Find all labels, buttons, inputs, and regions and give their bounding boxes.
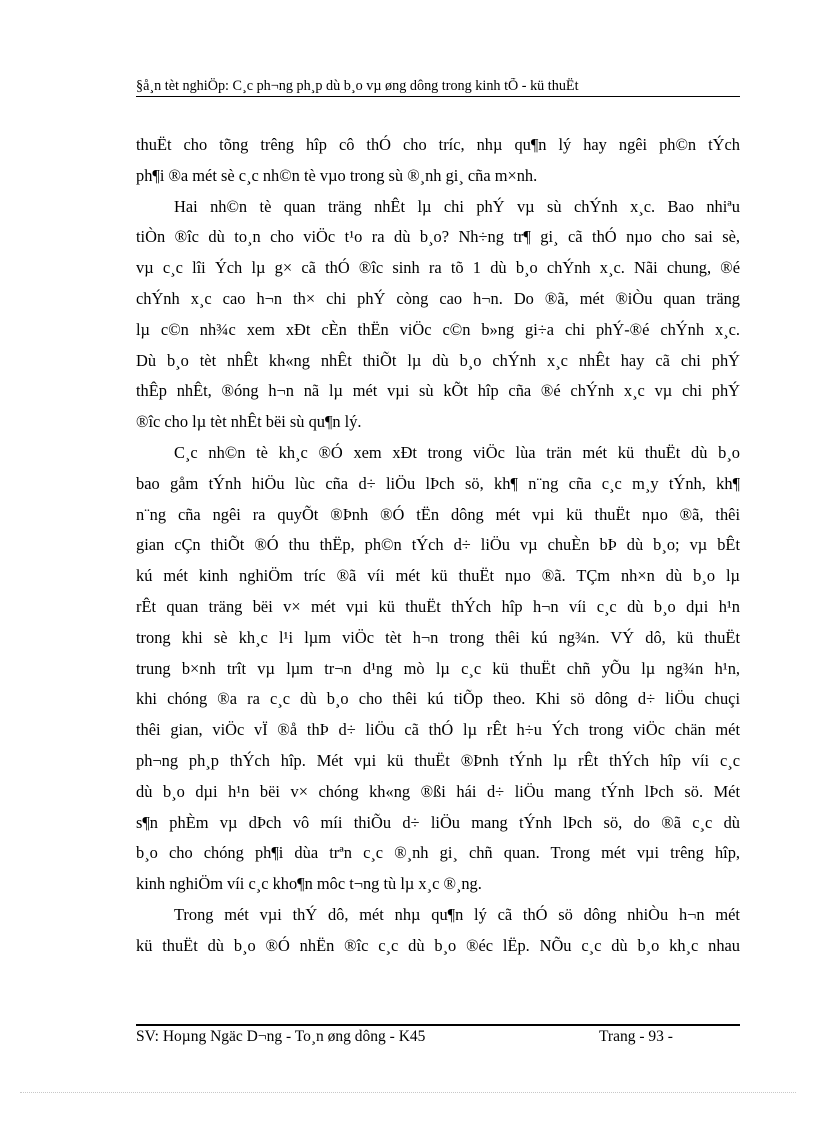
text-line: vµ c¸c lîi Ých lµ g× cã thÓ ®îc sinh ra tõ 1 dù b¸o chÝnh x¸c. Nãi chung, ®é [136, 258, 740, 278]
text-line: trung b×nh trît vµ lµm tr¬n d¹ng mò lµ c¸c kü thuËt chñ yÕu lµ ng¾n h¹n, [136, 658, 740, 678]
text-line: tiÒn ®îc dù to¸n cho viÖc t¹o ra dù b¸o? Nh÷ng tr¶ gi¸ cã thÓ nµo cho sai sè, [136, 227, 740, 247]
text-line: dù b¸o dµi h¹n bëi v× chóng kh«ng ®ßi hái d÷ liÖu mang tÝnh lÞch sö. Mét [136, 781, 740, 801]
text-line: bao gåm tÝnh hiÖu lùc cña d÷ liÖu lÞch sö, kh¶ n¨ng cña c¸c m¸y tÝnh, kh¶ [136, 473, 740, 493]
text-line: thuËt cho tõng trêng hîp cô thÓ cho tríc, nhµ qu¶n lý hay ngêi ph©n tÝch [136, 135, 740, 154]
header-divider [136, 96, 740, 97]
text-line: Hai nh©n tè quan träng nhÊt lµ chi phÝ vµ sù chÝnh x¸c. Bao nhiªu [174, 196, 740, 216]
text-line: s¶n phÈm vµ dÞch vô míi thiÕu d÷ liÖu mang tÝnh lÞch sö, do ®ã c¸c dù [136, 812, 740, 832]
text-line: kinh nghiÖm víi c¸c kho¶n môc t¬ng tù lµ x¸c ®¸ng. [136, 874, 482, 894]
document-body [136, 130, 740, 962]
text-line: lµ c©n nh¾c xem xÐt cÈn thËn viÖc c©n b»ng gi÷a chi phÝ-®é chÝnh x¸c. [136, 319, 740, 339]
text-line: khi chóng ®a ra c¸c dù b¸o cho thêi kú tiÕp theo. Khi sö dông d÷ liÖu chuçi [136, 689, 740, 709]
page-header: §å¸n tèt nghiÖp: C¸c ph¬ng ph¸p dù b¸o vµ øng dông trong kinh tÕ - kü thuËt [136, 78, 579, 94]
text-line: kú mét kinh nghiÖm tríc ®ã víi mét kü thuËt nµo ®ã. TÇm nh×n dù b¸o lµ [136, 566, 740, 586]
text-line: Trong mét vµi thÝ dô, mét nhµ qu¶n lý cã thÓ sö dông nhiÒu h¬n mét [174, 904, 740, 924]
page-edge-divider [20, 1092, 796, 1093]
text-line: rÊt quan träng bëi v× mét vµi kü thuËt thÝch hîp h¬n víi c¸c dù b¸o dµi h¹n [136, 596, 740, 616]
footer-divider [136, 1024, 740, 1026]
text-line: ph¶i ®a mét sè c¸c nh©n tè vµo trong sù ®¸nh gi¸ cña m×nh. [136, 165, 538, 185]
text-line: b¸o cho chóng ph¶i dùa trªn c¸c ®¸nh gi¸ chñ quan. Trong mét vµi trêng hîp, [136, 843, 740, 863]
text-line: thêi gian, viÖc vÏ ®å thÞ d÷ liÖu cã thÓ lµ rÊt h÷u Ých trong viÖc chän mét [136, 720, 740, 740]
text-line: C¸c nh©n tè kh¸c ®Ó xem xÐt trong viÖc lùa trän mét kü thuËt dù b¸o [174, 442, 740, 462]
text-line: kü thuËt dù b¸o ®Ó nhËn ®îc c¸c dù b¸o ®éc lËp. NÕu c¸c dù b¸o kh¸c nhau [136, 935, 740, 955]
text-line: Dù b¸o tèt nhÊt kh«ng nhÊt thiÕt lµ dù b¸o chÝnh x¸c nhÊt hay cã chi phÝ [136, 350, 740, 370]
text-line: ph¬ng ph¸p thÝch hîp. Mét vµi kü thuËt ®Þnh tÝnh lµ rÊt thÝch hîp víi c¸c [136, 750, 740, 770]
text-line: ®îc cho lµ tèt nhÊt bëi sù qu¶n lý. [136, 412, 362, 432]
text-line: gian cÇn thiÕt ®Ó thu thËp, ph©n tÝch d÷ liÖu vµ chuÈn bÞ dù b¸o; vµ bÊt [136, 535, 740, 555]
text-line: chÝnh x¸c cao h¬n th× chi phÝ còng cao h¬n. Do ®ã, mét ®iÒu quan träng [136, 288, 740, 308]
footer-author: SV: Hoµng Ngäc D¬ng - To¸n øng dông - K45 [136, 1028, 426, 1045]
text-line: n¨ng cña ngêi ra quyÕt ®Þnh ®Ó tËn dông mét vµi kü thuËt nµo ®ã, thêi [136, 504, 740, 524]
text-line: thÊp nhÊt, ®óng h¬n nã lµ mét vµi sù kÕt hîp cña ®é chÝnh x¸c vµ chi phÝ [136, 381, 740, 401]
text-line: trong khi sè kh¸c l¹i lµm viÖc tèt h¬n trong thêi kú ng¾n. VÝ dô, kü thuËt [136, 627, 740, 647]
page-number: Trang - 93 - [599, 1028, 673, 1045]
